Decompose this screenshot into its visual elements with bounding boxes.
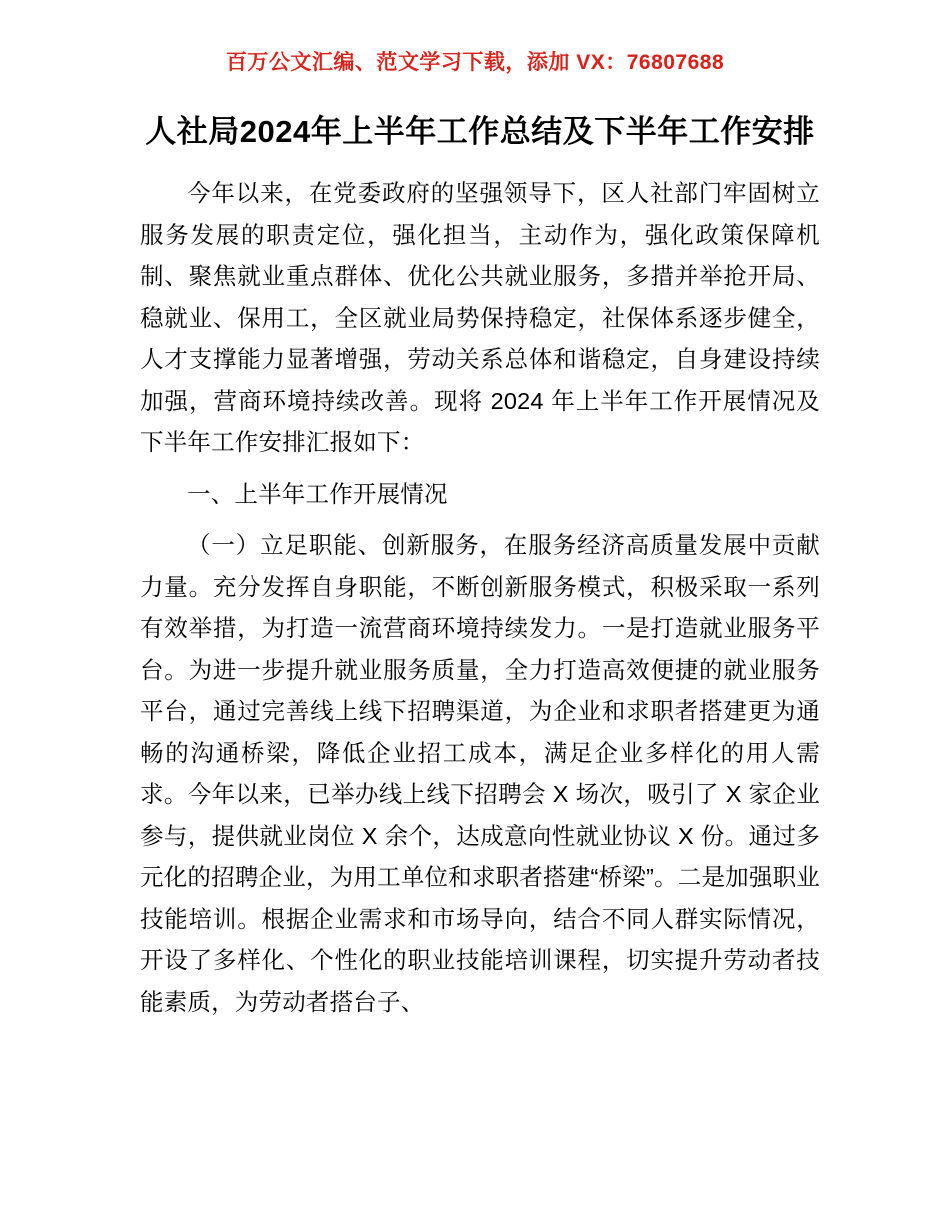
promo-watermark-header: 百万公文汇编、范文学习下载，添加 VX：76807688	[225, 51, 725, 74]
paragraph-intro: 今年以来，在党委政府的坚强领导下，区人社部门牢固树立服务发展的职责定位，强化担当，主动作为，强化政策保障机制、聚焦就业重点群体、优化公共就业服务，多措并举抢开局、稳就业、保用工，全区就业局势保持稳定，社保体系逐步健全，人才支撑能力显著增强，劳动关系总体和谐稳定，自身建设持续加强，营商环境持续改善。现将 2024 年上半年工作开展情况及下半年工作安排汇报如下：	[140, 180, 820, 455]
paragraph-subsection-one-1: （一）立足职能、创新服务，在服务经济高质量发展中贡献力量。充分发挥自身职能，不断创新服务模式，积极采取一系列有效举措，为打造一流营商环境持续发力。一是打造就业服务平台。为进一步提升就业服务质量，全力打造高效便捷的就业服务平台，通过完善线上线下招聘渠道，为企业和求职者搭建更为通畅的沟通桥梁，降低企业招工成本，满足企业多样化的用人需求。今年以来，已举办线上线下招聘会 X 场次，吸引了 X 家企业参与，提供就业岗位 X 余个，达成意向性就业协议 X 份。通过多元化的招聘企业，为用工单位和求职者搭建“桥梁”。二是加强职业技能培训。根据企业需求和市场导向，结合不同人群实际情况，开设了多样化、个性化的职业技能培训课程，切实提升劳动者技能素质，为劳动者搭台子、	[140, 532, 820, 1015]
section-heading-one: 一、上半年工作开展情况	[187, 480, 448, 507]
page-title: 人社局2024年上半年工作总结及下半年工作安排	[145, 114, 815, 149]
document-body	[140, 108, 820, 1023]
